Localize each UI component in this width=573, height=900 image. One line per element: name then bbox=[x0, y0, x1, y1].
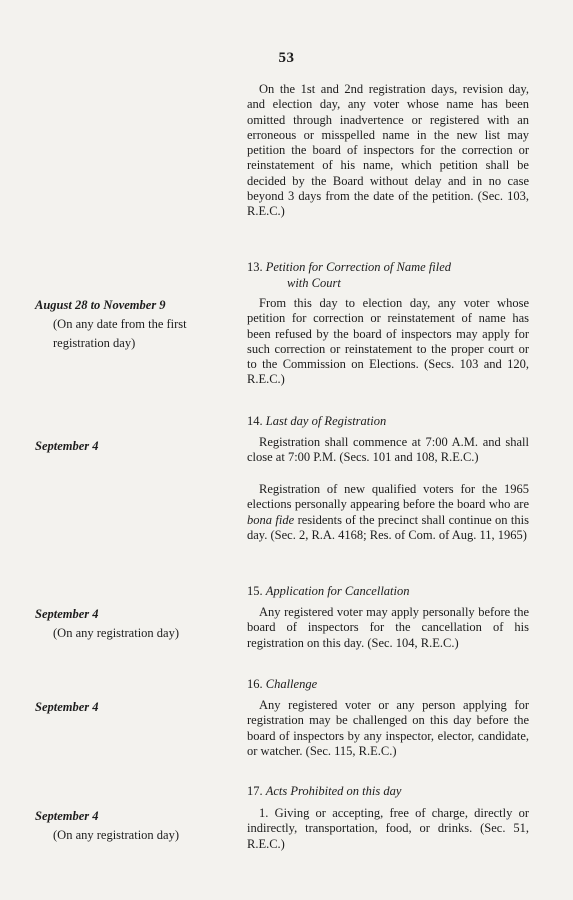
section-13-title: Petition for Correction of Name filed bbox=[265, 260, 452, 274]
section-17-paragraph: 1. Giving or accepting, free of charge, directly or indirectly, transportation, food, or drinks. (Sec. 51, R.E.C.) bbox=[247, 806, 529, 851]
page-number: 53 bbox=[278, 50, 295, 66]
section-17-number: 17. bbox=[247, 784, 263, 798]
section-15-date-sub: (On any registration day) bbox=[53, 626, 180, 640]
section-13-heading bbox=[247, 259, 537, 291]
section-15-date-note bbox=[35, 605, 235, 643]
section-15-number: 15. bbox=[247, 584, 263, 598]
section-17-title: Acts Prohibited on this day bbox=[265, 784, 402, 798]
section-16-date: September 4 bbox=[35, 700, 99, 714]
section-17-heading bbox=[247, 783, 537, 799]
section-17-date: September 4 bbox=[35, 809, 99, 823]
section-16-number: 16. bbox=[247, 677, 263, 691]
section-16-heading bbox=[247, 676, 537, 692]
section-17-date-note bbox=[35, 807, 235, 845]
section-13-date-sub: (On any date from the first registration day) bbox=[53, 317, 187, 350]
section-14-date: September 4 bbox=[35, 439, 99, 453]
section-16-date-note bbox=[35, 698, 235, 717]
section-15-heading bbox=[247, 583, 537, 599]
section-15-paragraph: Any registered voter may apply personally before the board of inspectors for the cancellation of his registration on this day. (Sec. 104, R.E.C.) bbox=[247, 605, 529, 650]
section-14-paragraph-2-italic: bona fide bbox=[247, 512, 295, 527]
section-13-paragraph: From this day to election day, any voter whose petition for correction or reinstatement of name has been refused by the board of inspectors may apply for such correction or reinstatement to the proper court or to the Commission on Elections. (Secs. 103 and 120, R.E.C.) bbox=[247, 296, 529, 387]
section-15-date: September 4 bbox=[35, 607, 99, 621]
intro-paragraph: On the 1st and 2nd registration days, revision day, and election day, any voter whose name has been omitted through inadvertence or registered with an erroneous or misspelled name in the new list may petition the board of inspectors for the correction or reinstatement of his name, which petition shall be decided by the Board without delay and in no case beyond 3 days from the date of the petition. (Sec. 103, R.E.C.) bbox=[247, 82, 529, 219]
section-14-paragraph-2-a: Registration of new qualified voters for the 1965 elections personally appearing before the board who are bbox=[247, 482, 529, 512]
section-13-number: 13. bbox=[247, 260, 263, 274]
section-14-date-note bbox=[35, 437, 235, 456]
section-14-heading bbox=[247, 413, 537, 429]
section-15-title: Application for Cancellation bbox=[265, 584, 410, 598]
section-14-paragraph-2 bbox=[247, 482, 529, 543]
section-17-date-sub: (On any registration day) bbox=[53, 828, 180, 842]
section-16-title: Challenge bbox=[265, 677, 318, 691]
section-14-paragraph-1: Registration shall commence at 7:00 A.M. and shall close at 7:00 P.M. (Secs. 101 and 108, R.E.C.) bbox=[247, 435, 529, 465]
section-13-date-note bbox=[35, 296, 235, 353]
section-14-number: 14. bbox=[247, 414, 263, 428]
section-13-date: August 28 to November 9 bbox=[35, 298, 166, 312]
section-14-title: Last day of Registration bbox=[265, 414, 387, 428]
section-14-paragraph-2-b: residents of the precinct shall continue on this day. (Sec. 2, R.A. 4168; Res. of Com. of Aug. 11, 1965) bbox=[247, 512, 529, 542]
section-16-paragraph: Any registered voter or any person applying for registration may be challenged on this day before the board of inspectors by any inspector, elector, candidate, or watcher. (Sec. 115, R.E.C.) bbox=[247, 698, 529, 758]
section-13-title-cont: with Court bbox=[287, 276, 341, 290]
